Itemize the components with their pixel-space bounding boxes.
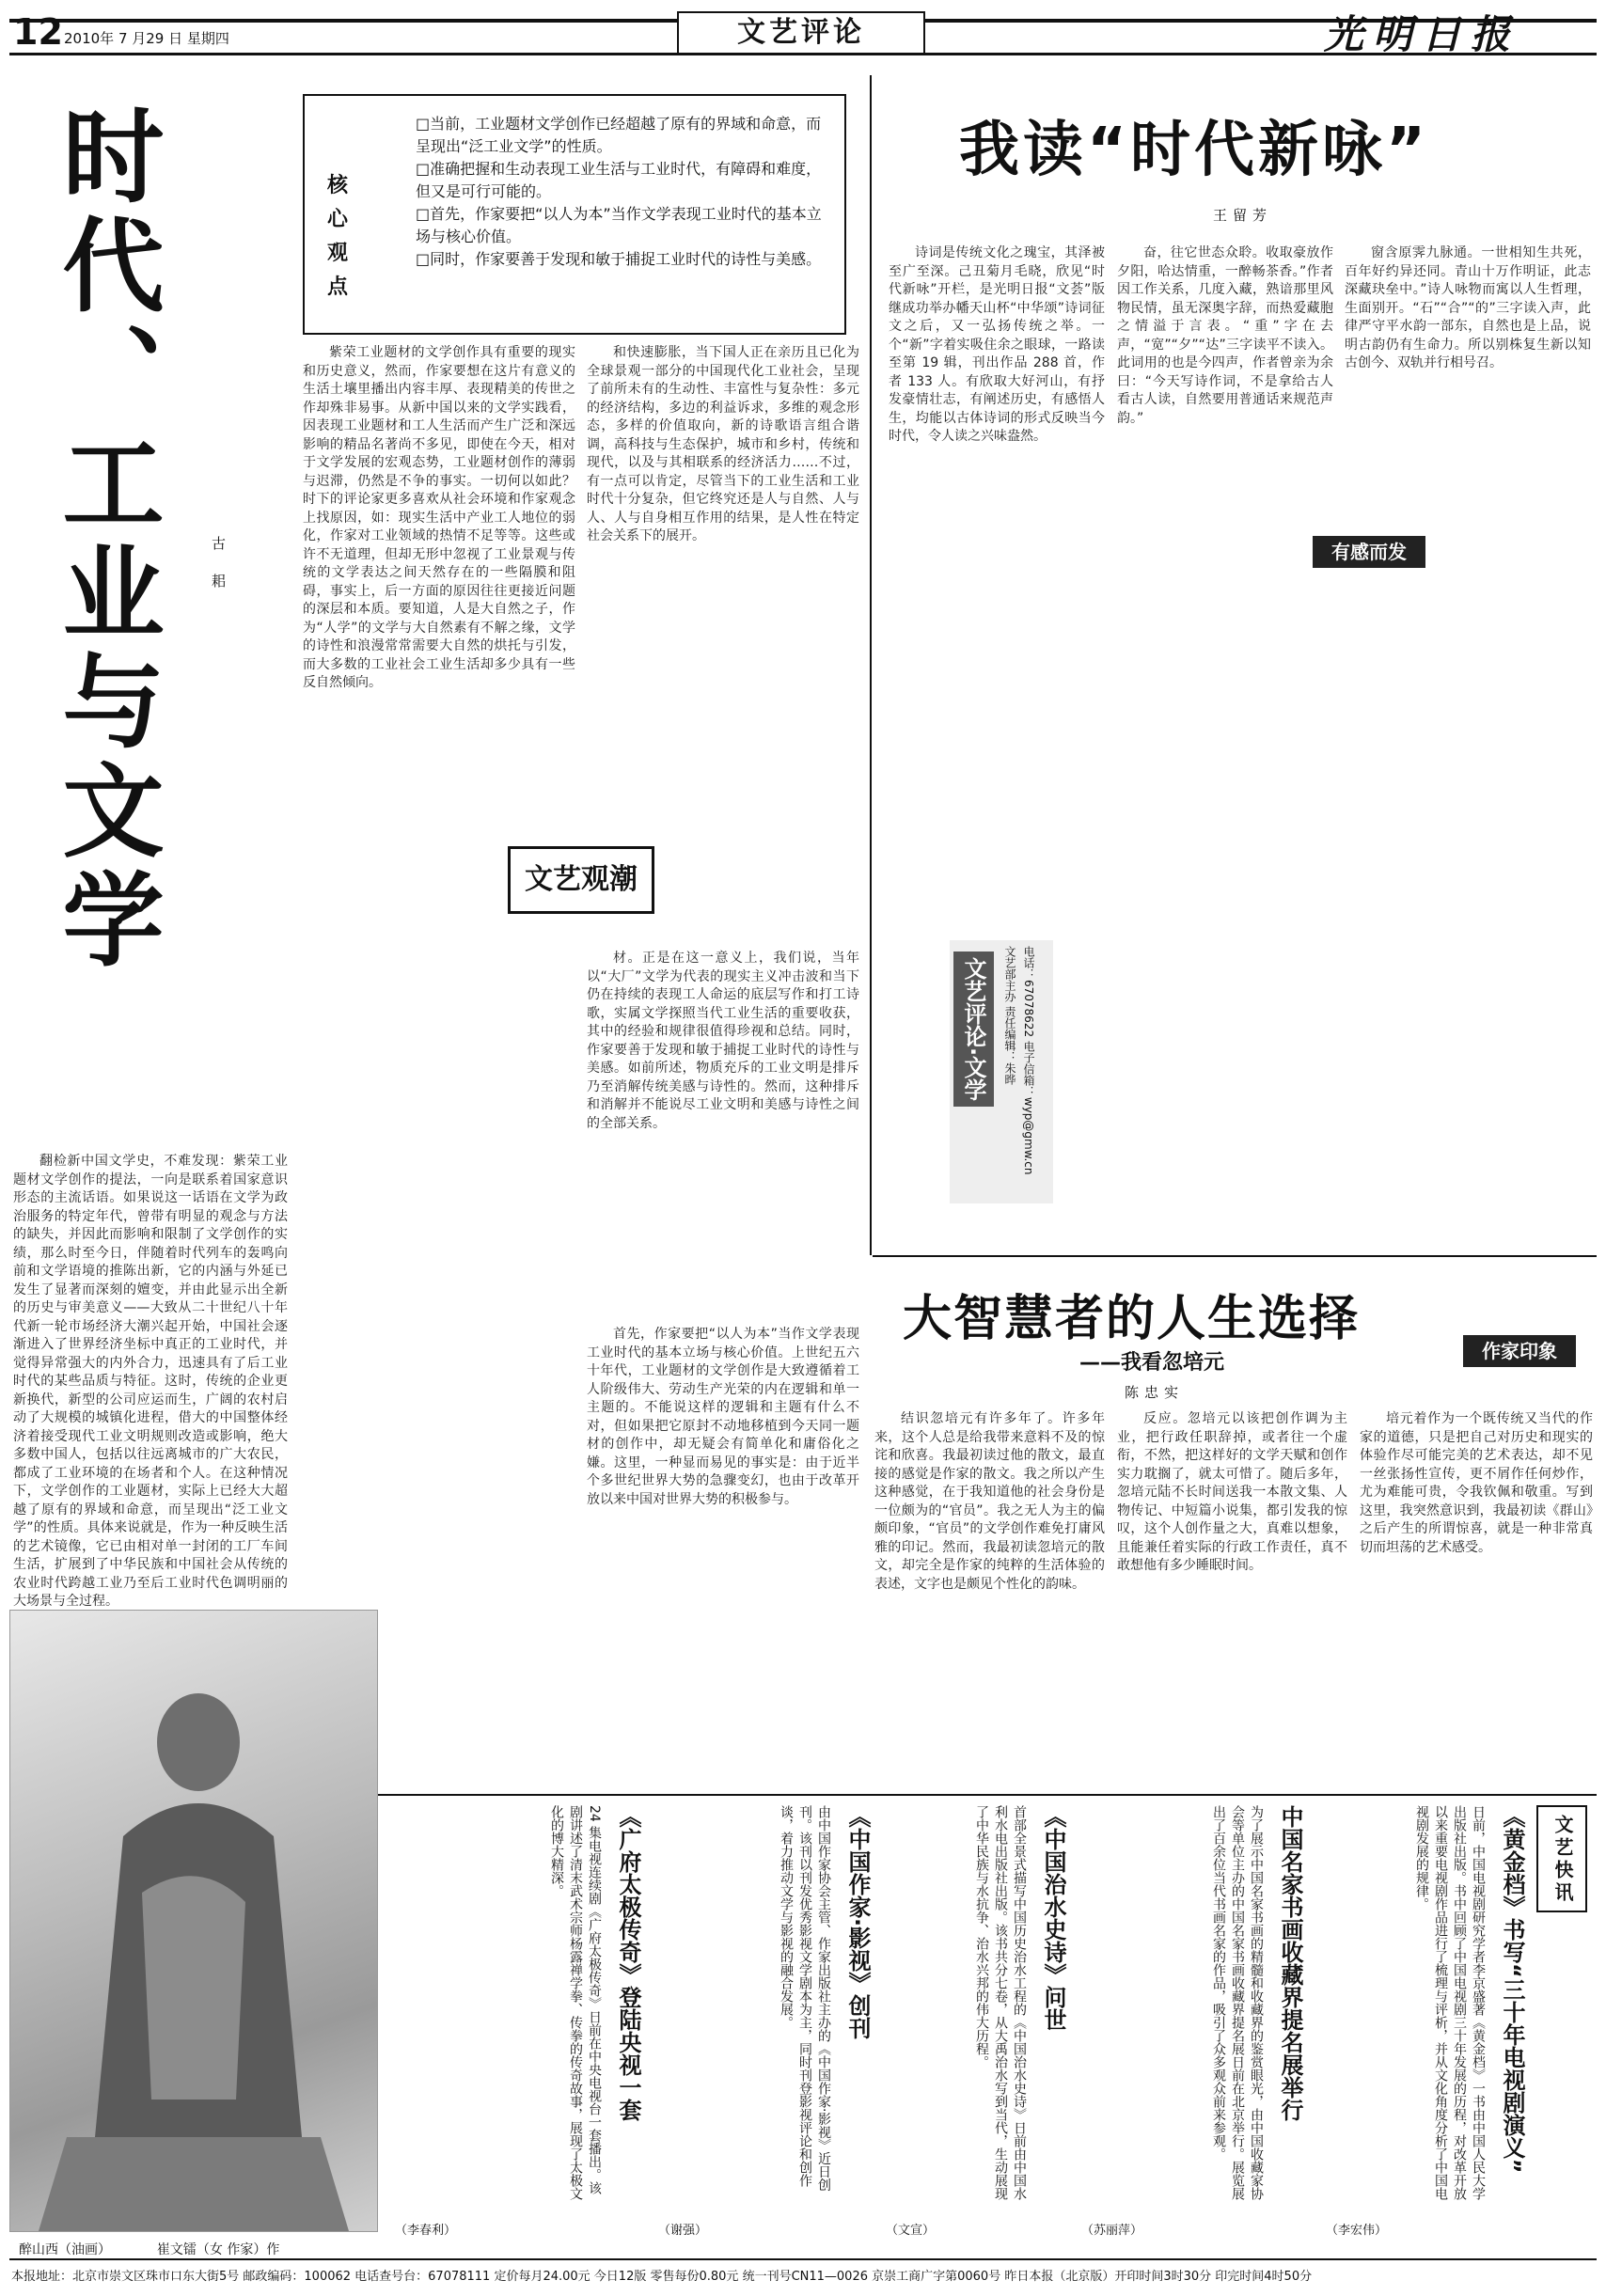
key-point: □首先，作家要把“以人为本”当作文学表现工业时代的基本立场与核心价值。 xyxy=(416,205,822,245)
colophon-contact: 电话：67078622 电子信箱：wyp@gmw.cn xyxy=(1022,946,1035,1175)
lead-article-col2 xyxy=(303,344,575,1599)
article3-col1 xyxy=(874,1410,1105,1786)
painting-caption-title: 醉山西（油画） xyxy=(19,2242,111,2257)
quick-news-item xyxy=(658,1805,874,2238)
quick-news-item-signature: （李宏伟） xyxy=(1326,2224,1388,2238)
article3-col3 xyxy=(1360,1410,1593,1786)
quick-news-label-box xyxy=(1536,1805,1587,1912)
section-separator xyxy=(873,1255,1597,1257)
paragraph: 首先，作家要把“以人为本”当作文学表现工业时代的基本立场与核心价值。上世纪五六十年代，工业题材的文学创作是大致遵循着工人阶级伟大、劳动生产光荣的内在逻辑和单一主题的。不能说这样的逻辑和主题有什么不对，但如果把它原封不动地移植到今天同一题材的创作中，却无疑会有简单化和庸俗化之嫌。这里，一种显而易见的事实是：由于近半个多世纪世界大势的急骤变幻，也由于改革开放以来中国对世界大势的积极参与。 xyxy=(587,1327,859,1507)
painting-caption-author: 崔文镭（女 作家）作 xyxy=(156,2242,280,2257)
colophon-editor: 文艺部主办 责任编辑：朱晔 xyxy=(1003,946,1016,1085)
paragraph: 诗词是传统文化之瑰宝，其泽被至广至深。己丑菊月毛晓，欣见“时代新咏”开栏，是光明日报“文荟”版继成功举办幡天山杯“中华颂”诗词征文之后，又一弘扬传统之举。一个“新”字着实吸住余之眼球，一路读至第 19 辑，刊出作品 288 首，作者 133 人。有欣取大好河山，有抒发豪情壮志，有阐述历史，有感悟人生，均能以古体诗词的形式反映当今时代，令人读之兴味盎然。 xyxy=(889,245,1105,444)
column-stamp-yougan-erfa: 有感而发 xyxy=(1313,536,1425,568)
article2-col2 xyxy=(1117,244,1333,1241)
column-stamp-zuojia-yinxiang: 作家印象 xyxy=(1463,1335,1576,1367)
footer-rule xyxy=(9,2258,1597,2260)
colophon-stamp: 文艺评论·文学 xyxy=(953,951,994,1107)
quick-news-item-body: 24 集电视连续剧《广府太极传奇》日前在中央电视台一套播出。该剧讲述了清末武术宗师杨露禅学拳、传拳的传奇故事，展现了太极文化的博大精深。 xyxy=(549,1805,602,2200)
paragraph: 和快速膨胀，当下国人正在亲历且已化为全球景观一部分的中国现代化工业社会，呈现了前所未有的生动性、丰富性与复杂性：多元的经济结构，多边的利益诉求，多维的观念形态，多样的价值取向，新的诗歌语言组合谐调，高科技与生态保护，城市和乡村，传统和现代，以及与其相联系的经济活力……不过，有一点可以肯定，尽管当下的工业生活和工业时代十分复杂，但它终究还是人与自然、人与人、人与自身相互作用的结果，是人性在特定社会关系下的展开。 xyxy=(587,345,859,543)
quick-news-item xyxy=(395,1805,645,2238)
paragraph: 紫荣工业题材的文学创作具有重要的现实和历史意义，然而，作家要想在这片有意义的生活土壤里播出内容丰厚、表现精美的传世之作却殊非易事。从新中国以来的文学实践看，因表现工业题材和工人生活而产生广泛和深远影响的精品名著尚不多见，即使在今天，相对于文学发展的宏观态势，工业题材创作的薄弱与迟滞，仍然是不争的事实。一切何以如此？时下的评论家更多喜欢从社会环境和作家观念上找原因，如：现实生活中产业工人地位的弱化，作家对工业领域的热情不足等等。这些或许不无道理，但却无形中忽视了工业景观与传统的文学表达之间天然存在的一些隔膜和阻碍，事实上，后一方面的原因往往更接近问题的深层和本质。要知道，人是大自然之子，作为“人学”的文学与大自然素有不解之缘，文学的诗性和浪漫常常需要大自然的烘托与引发，而大多数的工业社会工业生活却多少具有一些反自然倾向。 xyxy=(303,345,575,690)
quick-news-item-title: 《黄金档》书写“三十年电视剧演义” xyxy=(1499,1805,1525,2174)
masthead: 光明日报 xyxy=(1324,11,1520,57)
quick-news-item-title: 《中国作家·影视》创刊 xyxy=(844,1805,871,2040)
painting-image xyxy=(9,1610,378,2232)
paragraph: 翻检新中国文学史，不难发现：紫荣工业题材文学创作的提法，一向是联系着国家意识形态的主流话语。如果说这一话语在文学为政治服务的特定年代，曾带有明显的观念与方法的缺失，并因此而影响和限制了文学创作的实绩，那么时至今日，伴随着时代列车的轰鸣向前和文学语境的推陈出新，它的内涵与外延已发生了显著而深刻的嬗变，并由此显示出全新的历史与审美意义——大致从二十世纪八十年代新一轮市场经济大潮兴起开始，中国社会逐渐进入了世界经济坐标中真正的工业时代，并觉得异常强大的内外合力，迅速具有了后工业时代的某些品质与特征。这时，传统的企业更新换代，新型的公司应运而生，广阔的农村启动了大规模的城镇化进程，借大的中国整体经济着接受现代工业文明规则改造或影响，绝大多数中国人，包括以往远离城市的广大农民，都成了工业环境的在场者和个人。在这种情况下，文学创作的工业题材，实际上已经大大超越了原有的界域和命意，而呈现出“泛工业文学”的性质。具体来说就是，作为一种反映生活的艺术镜像，它已由相对单一封闭的工厂车间生活，扩展到了中华民族和中国社会从传统的农业时代跨越工业乃至后工业时代色调明丽的大场景与全过程。 xyxy=(13,1154,288,1609)
quick-news-item-body: 首部全景式描写中国历史治水工程的《中国治水史诗》日前由中国水利水电出版社出版。该书共分七卷，从大禹治水写到当代，生动展现了中华民族与水抗争、治水兴邦的伟大历程。 xyxy=(974,1805,1027,2200)
column-stamp-wenyi-guanchao: 文艺观潮 xyxy=(508,846,654,914)
painting-figure xyxy=(10,1611,377,2231)
article2-author: 王留芳 xyxy=(1213,207,1273,224)
lead-article-col1 xyxy=(13,1153,288,1609)
article3-author: 陈忠实 xyxy=(1125,1384,1185,1401)
lead-article-author: 古 耜 xyxy=(210,536,227,597)
article3-subtitle: ——我看忽培元 xyxy=(1079,1351,1225,1375)
colophon xyxy=(950,940,1053,1203)
paragraph: 窗含原霁九脉通。一世相知生共死，百年好约异还同。青山十万作明证，此志深藏玦垒中。”诗人咏物而寓以人生哲理，生面别开。“石”“合”“的”三字读入声，此律严守平水韵一部东，自然也是上品，说明古韵仍有生命力。所以别株复生新以知古创今、双轨并行相号召。 xyxy=(1345,245,1591,370)
article2-title: 我读“时代新咏” xyxy=(959,116,1430,185)
key-point: □准确把握和生动表现工业生活与工业时代，有障碍和难度，但又是可行可能的。 xyxy=(416,160,822,200)
article2-col3 xyxy=(1345,244,1591,1241)
bottom-section-separator xyxy=(376,1794,1597,1796)
footer-info: 本报地址：北京市崇文区珠市口东大街5号 邮政编码：100062 电话查号台：67078111 定价每月24.00元 今日12版 零售每份0.80元 统一刊号CN11—0026 京崇工商广字第0060号 昨日本报（北京版）开印时间3时30分 印完时间4时50分 xyxy=(11,2270,1313,2284)
key-points-box xyxy=(303,94,846,335)
quick-news-item-title: 中国名家书画收藏界提名展举行 xyxy=(1277,1805,1303,2121)
key-point: □同时，作家要善于发现和敏于捕捉工业时代的诗性与美感。 xyxy=(416,250,822,268)
lead-article-col5 xyxy=(587,1326,859,1777)
quick-news-label: 文艺快讯 xyxy=(1551,1815,1574,1905)
article2-col1 xyxy=(889,244,1105,936)
paragraph: 反应。忽培元以该把创作调为主业，把行政任职辞掉，或者往一个虚衔，不然，把这样好的文学天赋和创作实力耽搁了，就太可惜了。随后多年，忽培元陆不长时间送我一本散文集、人物传记、中短篇小说集，都引发我的惊叹，这个人创作量之大，真难以想象，且能兼任着实际的行政工作责任，真不敢想他有多少睡眠时间。 xyxy=(1117,1411,1347,1573)
page-number: 12 xyxy=(13,11,63,53)
section-title: 文艺评论 xyxy=(677,11,925,55)
lead-article-title: 时代、工业与文学 xyxy=(45,103,163,976)
painting-caption xyxy=(19,2240,279,2258)
quick-news-item xyxy=(1326,1805,1529,2238)
paragraph: 结识忽培元有许多年了。许多年来，这个人总是给我带来意料不及的惊诧和欣喜。我最初读过他的散文，最直接的感觉是作家的散文。我之所以产生这种感觉，在于我知道他的社会身份是一位颇为的“官员”。我之无人为主的偏颇印象，“官员”的文学创作难免打庸风雅的印记。然而，我最初读忽培元的散文，却完全是作家的纯粹的生活体验的表述，文字也是颇见个性化的韵味。 xyxy=(874,1411,1105,1592)
quick-news-item-title: 《广府太极传奇》登陆央视一套 xyxy=(615,1805,641,2121)
key-point: □当前，工业题材文学创作已经超越了原有的界域和命意，而呈现出“泛工业文学”的性质。 xyxy=(416,115,822,155)
column-separator xyxy=(870,75,872,1255)
quick-news-item xyxy=(886,1805,1070,2238)
lead-article-col4 xyxy=(587,950,859,1316)
key-points-label: 核心观点 xyxy=(327,174,349,299)
quick-news-item-body: 由中国作家协会主管、作家出版社主办的《中国作家·影视》近日创刊。该刊以刊发优秀影视文学剧本为主，同时刊登影视评论和创作谈，着力推动文学与影视的融合发展。 xyxy=(779,1805,831,2192)
quick-news-item-signature: （谢强） xyxy=(658,2224,708,2238)
article3-title: 大智慧者的人生选择 xyxy=(903,1291,1361,1347)
issue-date: 2010年 7 月29 日 星期四 xyxy=(64,30,229,47)
quick-news-item-signature: （文宣） xyxy=(886,2224,936,2238)
quick-news-item-title: 《中国治水史诗》问世 xyxy=(1040,1805,1066,2031)
quick-news-item-signature: （苏丽萍） xyxy=(1081,2224,1143,2238)
paragraph: 材。正是在这一意义上，我们说，当年以“大厂”文学为代表的现实主义冲击波和当下仍在持续的表现工人命运的底层写作和打工诗歌，实属文学探照当代工业生活的重要收获，其中的经验和规律很值得珍视和总结。同时，作家要善于发现和敏于捕捉工业时代的诗性与美感。如前所述，物质充斥的工业文明是排斥乃至消解传统美感与诗性的。然而，这种排斥和消解并不能说尽工业文明和美感与诗性之间的全部关系。 xyxy=(587,951,859,1131)
key-points-list xyxy=(416,113,829,271)
quick-news-item-body: 为了展示中国名家书画的精髓和收藏界的鉴赏眼光，由中国收藏家协会等单位主办的中国名家书画收藏界提名展日前在北京举行。展览展出了百余位当代书画名家的作品，吸引了众多观众前来参观。 xyxy=(1211,1805,1264,2200)
article3-col2 xyxy=(1117,1410,1347,1786)
paragraph: 奋，往它世态众聆。收取豪放作夕阳，哈达情重，一醉畅茶香。”作者因工作关系，几度入藏，熟谙那里风物民情，虽无深奥字辞，而热爱藏胞之情溢于言表。“重”字在去声，“宽”“夕”“达”三字读平不读入。此词用的也是今四声，作者曾亲为余曰：“今天写诗作词，不是拿给古人看古人读，自然要用普通话来规范声韵。” xyxy=(1117,245,1333,426)
quick-news-item xyxy=(1081,1805,1307,2238)
quick-news-item-body: 日前，中国电视剧研究学者李京盛著《黄金档》一书由中国人民大学出版社出版。书中回顾了中国电视剧三十年发展的历程，对改革开放以来重要电视剧作品进行了梳理与评析，并从文化角度分析了中国电视剧发展的规律。 xyxy=(1414,1805,1486,2200)
quick-news-item-signature: （李春利） xyxy=(395,2224,457,2238)
lead-article-col3 xyxy=(587,344,859,795)
paragraph: 培元着作为一个既传统又当代的作家的道德，只是把自己对历史和现实的体验作尽可能完美的艺术表达，却不见一丝张扬性宣传，更不屑作任何炒作，尤为难能可贵，令我钦佩和敬重。写到这里，我突然意识到，我最初读《群山》之后产生的所谓惊喜，就是一种非常真切而坦荡的艺术感受。 xyxy=(1360,1411,1593,1555)
